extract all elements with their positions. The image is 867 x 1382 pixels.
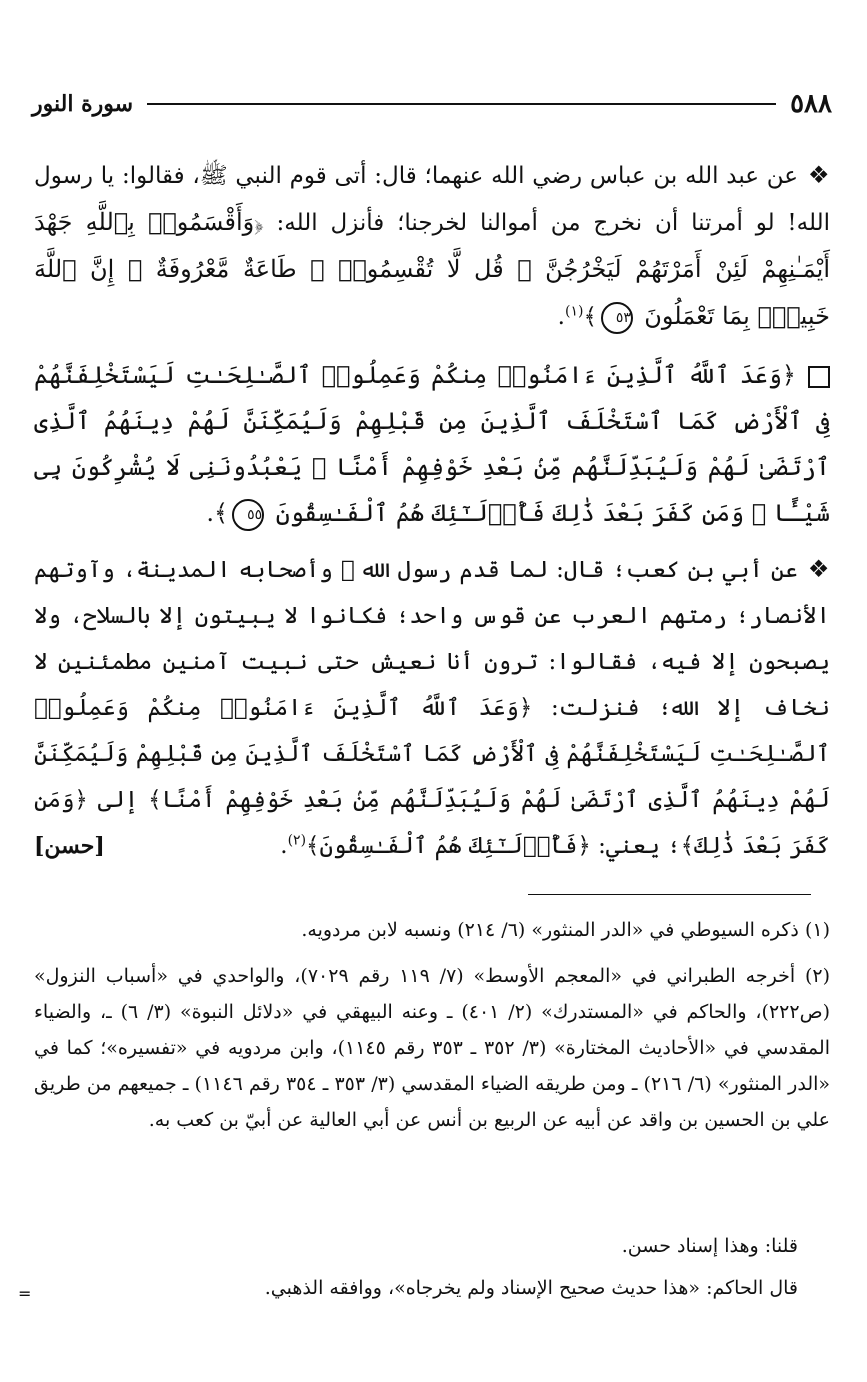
verse-block-55	[34, 352, 830, 536]
ayah-number-55: ٥٥	[232, 499, 264, 531]
bullet-icon: ❖	[808, 161, 831, 189]
quran-verse: ﴿وَعَدَ ٱللَّهُ ٱلَّذِينَ ءَامَنُوا۟ مِنكُمْ وَعَمِلُوا۟ ٱلصَّـٰلِحَـٰتِ لَيَسْتَخْلِفَنَّهُمْ فِى ٱلْأَرْضِ كَمَا ٱسْتَخْلَفَ ٱلَّذِينَ مِن قَبْلِهِمْ وَلَيُمَكِّنَنَّ لَهُمْ دِينَهُمُ ٱلَّذِى ٱرْتَضَىٰ لَهُمْ وَلَيُبَدِّلَنَّهُم مِّنۢ بَعْدِ خَوْفِهِمْ أَمْنًا ۚ يَعْبُدُونَنِى لَا يُشْرِكُونَ بِى شَيْـًٔا ۚ وَمَن كَفَرَ بَعْدَ ذَٰلِكَ فَأُو۟لَـٰٓئِكَ هُمُ ٱلْفَـٰسِقُونَ	[34, 361, 830, 527]
hadith-text: عن عبد الله بن عباس رضي الله عنهما؛ قال: أتى قوم النبي ﷺ، فقالوا: يا رسول الله! لو أمرتنا أن نخرج من أموالنا لخرجنا؛ فأنزل الله: ﴿	[34, 163, 830, 236]
footnote-ref-1: (١)	[564, 303, 584, 320]
bullet-icon: ❖	[807, 555, 830, 583]
footnote-verdict	[34, 1228, 798, 1264]
page-number: ٥٨٨	[790, 89, 832, 119]
hadith-text: عن أبي بن كعب؛ قال: لما قدم رسول الله ﷺ وأصحابه المدينة، وآوتهم الأنصار؛ رمتهم العرب عن قوس واحد؛ فكانوا لا يبيتون إلا بالسلاح، ولا يصبحون إلا فيه، فقالوا: ترون أنا نعيش حتى نبيت آمنين مطمئنين لا نخاف إلا الله؛ فنزلت: ﴿وَعَدَ ٱللَّهُ ٱلَّذِينَ ءَامَنُوا۟ مِنكُمْ وَعَمِلُوا۟ ٱلصَّـٰلِحَـٰتِ لَيَسْتَخْلِفَنَّهُمْ فِى ٱلْأَرْضِ كَمَا ٱسْتَخْلَفَ ٱلَّذِينَ مِن قَبْلِهِمْ وَلَيُمَكِّنَنَّ لَهُمْ دِينَهُمُ ٱلَّذِى ٱرْتَضَىٰ لَهُمْ وَلَيُبَدِّلَنَّهُم مِّنۢ بَعْدِ خَوْفِهِمْ أَمْنًا﴾ إلى ﴿وَمَن كَفَرَ بَعْدَ ذَٰلِكَ﴾؛ يعني: ﴿فَأُو۟لَـٰٓئِكَ هُمُ ٱلْفَـٰسِقُونَ﴾	[34, 557, 830, 859]
footnote-number: (٢)	[804, 965, 830, 987]
hadith-ubayy	[34, 546, 830, 869]
footnote-2	[34, 958, 830, 1138]
footnote-text: ذكره السيوطي في «الدر المنثور» (٦/ ٢١٤) ونسبه لابن مردويه.	[301, 919, 799, 941]
page-header	[32, 84, 832, 124]
sentence-end: .	[206, 499, 215, 527]
sentence-end: .	[280, 833, 288, 859]
sentence-end: .	[557, 304, 565, 330]
hakim-text: قال الحاكم: «هذا حديث صحيح الإسناد ولم يخرجاه»، ووافقه الذهبي.	[264, 1277, 798, 1299]
verse-close: ﴾	[583, 304, 597, 330]
surah-title: سورة النور	[32, 91, 134, 117]
verdict-text: قلنا: وهذا إسناد حسن.	[621, 1235, 798, 1257]
hadith-ibn-abbas	[34, 152, 830, 340]
verse-close: ﴾	[214, 499, 229, 527]
footnote-hakim	[34, 1270, 798, 1306]
footnote-text: أخرجه الطبراني في «المعجم الأوسط» (٧/ ١١٩ رقم ٧٠٢٩)، والواحدي في «أسباب النزول» (ص٢٢٢)، والحاكم في «المستدرك» (٢/ ٤٠١) ـ وعنه البيهقي في «دلائل النبوة» (٣/ ٦) ـ، والضياء المقدسي في «الأحاديث المختارة» (٣/ ٣٥٢ ـ ٣٥٣ رقم ١١٤٥)، وابن مردويه في «تفسيره»؛ كما في «الدر المنثور» (٦/ ٢١٦) ـ ومن طريقه الضياء المقدسي (٣/ ٣٥٣ ـ ٣٥٤ رقم ١١٤٦) ـ جميعهم من طريق علي بن الحسين بن واقد عن أبيه عن الربيع بن أنس عن أبي العالية عن أبيّ بن كعب به.	[34, 965, 831, 1131]
footnote-1	[34, 912, 830, 948]
square-bullet-icon	[808, 366, 830, 388]
footnote-ref-2: (٢)	[287, 832, 307, 849]
ayah-number-53: ٥٣	[601, 302, 633, 334]
footnote-separator	[528, 894, 811, 895]
grade-label: [حسن]	[34, 833, 105, 859]
margin-mark: =	[18, 1284, 32, 1303]
quran-verse: وَأَقْسَمُوا۟ بِٱللَّهِ جَهْدَ أَيْمَـٰنِهِمْ لَئِنْ أَمَرْتَهُمْ لَيَخْرُجُنَّ ۖ قُل لَّا تُقْسِمُوا۟ ۖ طَاعَةٌ مَّعْرُوفَةٌ ۚ إِنَّ ٱللَّهَ خَبِيرٌۢ بِمَا تَعْمَلُونَ	[34, 208, 830, 330]
header-rule	[147, 103, 776, 105]
footnote-number: (١)	[804, 919, 830, 941]
